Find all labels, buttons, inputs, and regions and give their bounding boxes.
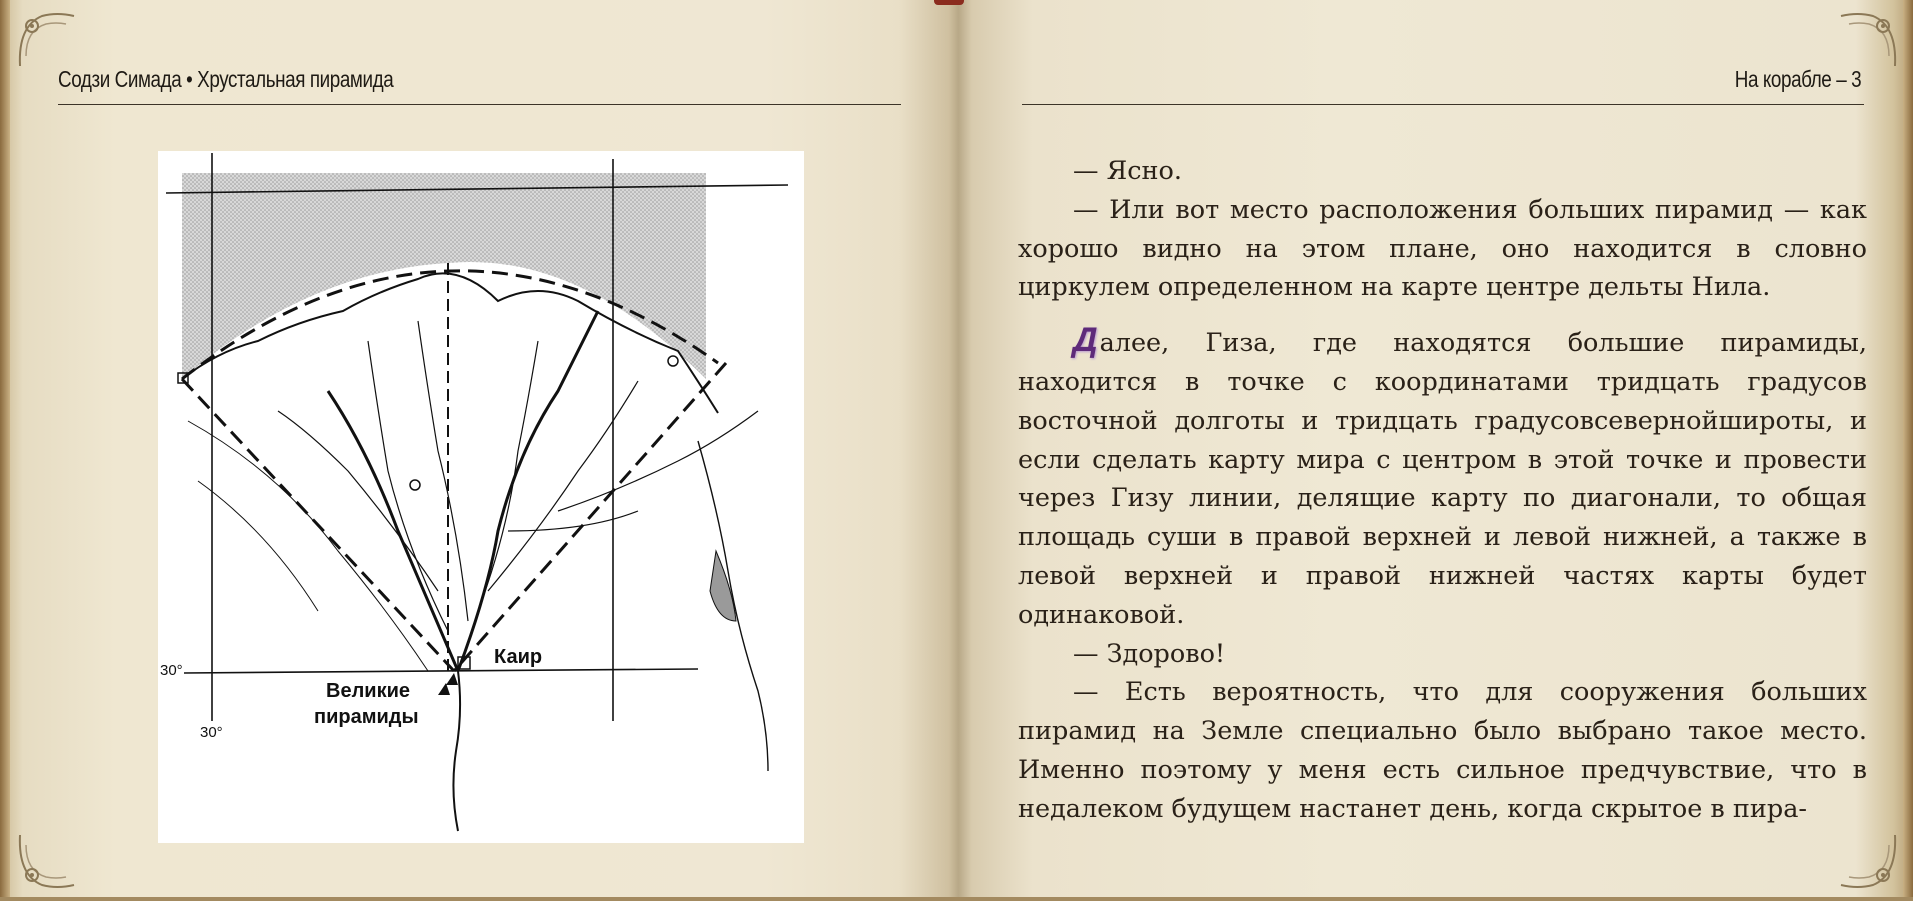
label-latitude: 30°	[160, 662, 183, 679]
label-pyramids-line2: пирамиды	[314, 706, 419, 728]
paragraph-dropcap	[1018, 321, 1867, 634]
bottom-page-edge	[0, 897, 1913, 901]
running-header-left: Содзи Симада • Хрустальная пирамида	[58, 66, 394, 92]
paragraph: — Здорово!	[1073, 638, 1226, 669]
label-pyramids-line1: Великие	[326, 680, 410, 702]
paragraph: — Есть вероятность, что для сооружения больших пирамид на Земле специально было выбрано такое место. Именно поэтому у меня есть сильное предчувствие, что в недалеком будущем настанет день, когда скрытое в пира-	[1018, 677, 1867, 824]
right-page-edge	[1903, 0, 1913, 901]
nile-delta-map	[158, 151, 804, 843]
paragraph-body: алее, Гиза, где находятся большие пирамиды, находится в точке с координатами тридцать градусов восточной долготы и тридцать градусовсевернойширoты, и если сделать карту мира с центром в этой точке и провести через Гизу линии, делящие карту по диагонали, то общая площадь суши в правой верхней и левой нижней, а также в левой верхней и правой нижней частях карты будет одинаковой.	[1018, 328, 1867, 630]
drop-cap: Д	[1073, 321, 1098, 360]
corner-ornament-icon	[1833, 825, 1903, 895]
page-text	[1018, 152, 1867, 829]
nile-main	[453, 671, 460, 831]
sea-area	[182, 173, 706, 379]
paragraph: — Или вот место расположения больших пирамид — как хорошо видно на этом плане, оно находится в словно циркулем определенном на карте центре дельты Нила.	[1018, 194, 1867, 303]
map-illustration	[158, 151, 804, 843]
label-cairo: Каир	[494, 646, 543, 668]
running-header-right: На корабле – 3	[1734, 66, 1861, 92]
corner-ornament-icon	[12, 825, 82, 895]
bookmark-ribbon	[934, 0, 964, 5]
header-rule-right	[1022, 104, 1864, 105]
label-longitude: 30°	[200, 724, 223, 741]
header-rule-left	[58, 104, 901, 105]
paragraph: — Ясно.	[1073, 156, 1182, 186]
left-page-edge	[0, 0, 10, 901]
